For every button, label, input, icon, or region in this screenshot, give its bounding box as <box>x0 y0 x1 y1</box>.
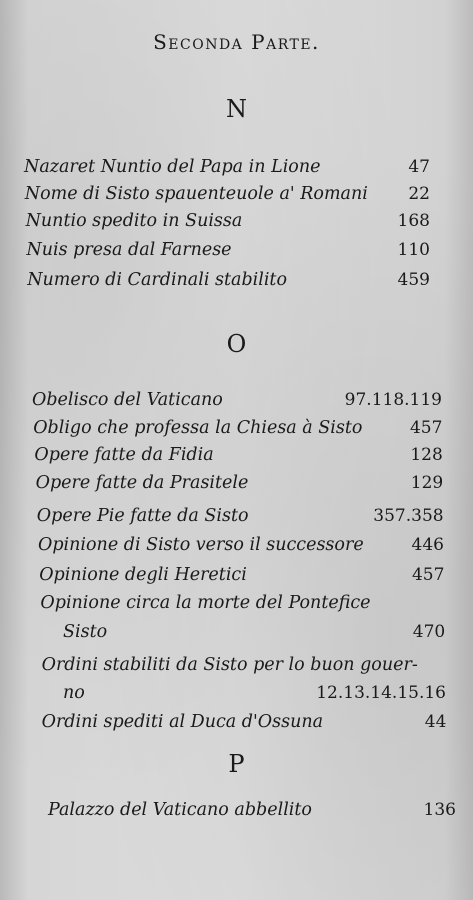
entry-text: Opere fatte da Prasitele <box>35 473 249 493</box>
section-letter: O <box>226 330 247 358</box>
entry-text: Ordini spediti al Duca d'Ossuna <box>41 712 324 732</box>
entry-pages: 136 <box>423 800 456 820</box>
entry-pages: 168 <box>397 211 430 231</box>
index-entry <box>0 593 473 621</box>
index-entry <box>0 622 473 650</box>
entry-text: Opinione degli Heretici <box>39 565 247 585</box>
entry-pages: 457 <box>409 418 443 438</box>
entry-text: Nuntio spedito in Suissa <box>25 211 243 231</box>
index-entry <box>0 211 473 239</box>
entry-pages: 97.118.119 <box>344 390 442 410</box>
index-entry <box>0 184 473 212</box>
page-header: Seconda Parte. <box>153 30 320 54</box>
entry-text: Obligo che professa la Chiesa à Sisto <box>33 418 363 438</box>
entry-text: Obelisco del Vaticano <box>32 390 223 410</box>
entry-pages: 110 <box>397 240 430 260</box>
index-entry <box>0 240 473 268</box>
index-entry <box>0 445 473 473</box>
index-entry <box>0 535 473 563</box>
entry-pages: 12.13.14.15.16 <box>316 683 446 703</box>
entry-text: Ordini stabiliti da Sisto per lo buon gouer- <box>41 655 418 675</box>
index-entry <box>0 270 473 298</box>
index-entry <box>0 473 473 501</box>
entry-pages: 44 <box>424 712 447 732</box>
index-entry <box>0 157 473 185</box>
entry-text: Opinione di Sisto verso il successore <box>38 535 364 555</box>
entry-pages: 446 <box>411 535 444 555</box>
entry-pages: 459 <box>397 270 430 290</box>
index-entry <box>0 418 473 446</box>
entry-text: Numero di Cardinali stabilito <box>27 270 288 290</box>
entry-text: Opere Pie fatte da Sisto <box>36 506 249 526</box>
entry-pages: 129 <box>410 473 444 493</box>
section-letter: N <box>226 95 247 123</box>
index-entry <box>0 712 473 740</box>
entry-text: Nazaret Nuntio del Papa in Lione <box>24 157 321 177</box>
section-letter: P <box>228 750 245 778</box>
entry-text: Nuis presa dal Farnese <box>26 240 232 260</box>
index-entry <box>0 655 473 683</box>
index-entry <box>0 390 473 418</box>
index-entry <box>0 800 473 828</box>
index-entry <box>0 506 473 534</box>
entry-pages: 357.358 <box>373 506 444 526</box>
entry-text: Opere fatte da Fidia <box>34 445 214 465</box>
entry-pages: 47 <box>408 157 430 177</box>
entry-pages: 457 <box>411 565 445 585</box>
entry-text: Nome di Sisto spauenteuole a' Romani <box>24 184 368 204</box>
index-entry <box>0 565 473 593</box>
index-entry <box>0 683 473 711</box>
entry-text: Palazzo del Vaticano abbellito <box>48 800 312 820</box>
entry-pages: 470 <box>412 622 446 642</box>
entry-pages: 22 <box>408 184 430 204</box>
entry-pages: 128 <box>410 445 443 465</box>
entry-text: Opinione circa la morte del Pontefice <box>40 593 371 613</box>
entry-text: Sisto <box>63 622 108 642</box>
entry-text: no <box>63 683 85 703</box>
